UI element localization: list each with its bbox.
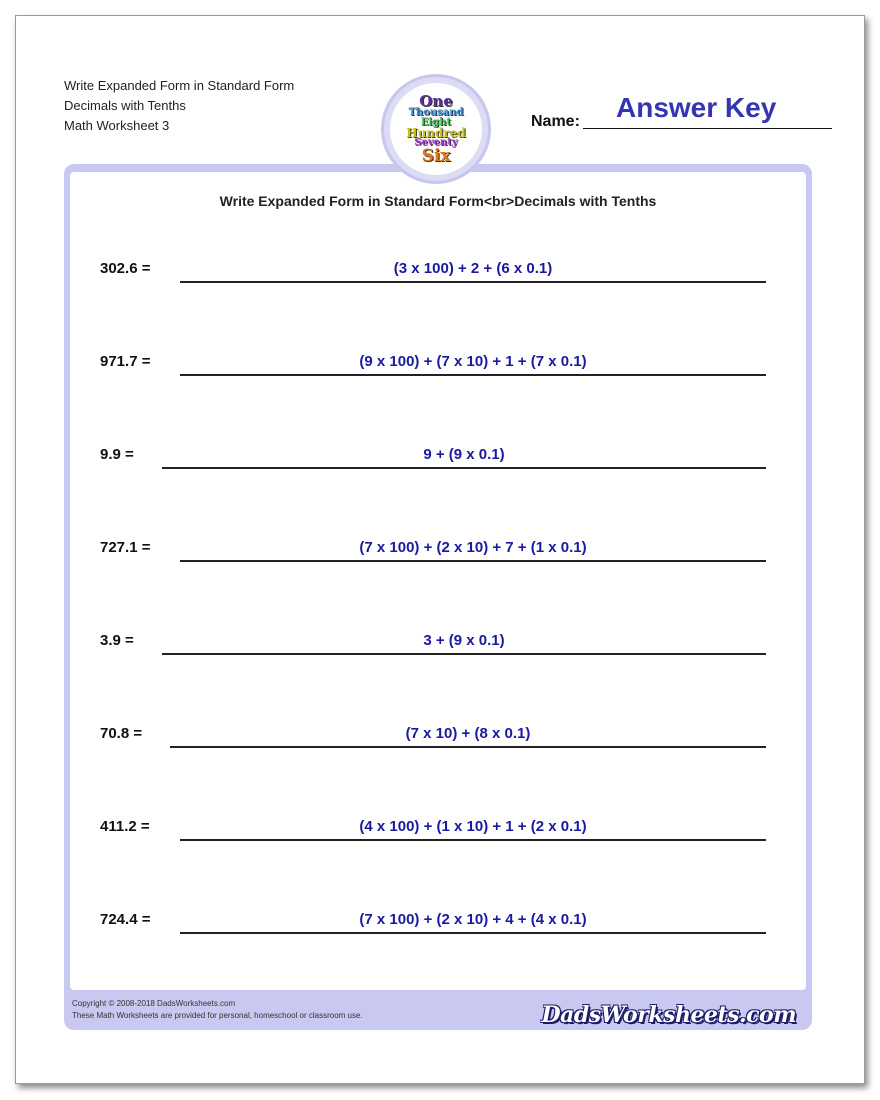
badge-word: One	[419, 92, 453, 110]
worksheet-frame	[64, 164, 812, 1030]
problem-number: 411.2 =	[100, 818, 150, 835]
worksheet-header	[64, 76, 294, 136]
answer-line	[162, 653, 766, 655]
problem-number: 70.8 =	[100, 725, 143, 742]
header-worksheet-number: Math Worksheet 3	[64, 118, 170, 133]
answer-text: (3 x 100) + 2 + (6 x 0.1)	[393, 260, 553, 277]
problem-row	[70, 911, 806, 941]
answer-line	[170, 746, 766, 748]
answer-line	[180, 281, 766, 283]
name-field-line	[583, 128, 832, 129]
answer-text: 9 + (9 x 0.1)	[423, 446, 505, 463]
problem-number: 302.6 =	[100, 260, 151, 277]
header-subtitle: Decimals with Tenths	[64, 98, 186, 113]
problem-row	[70, 818, 806, 848]
problem-number: 971.7 =	[100, 353, 151, 370]
badge-word: Six	[421, 146, 451, 166]
problem-row	[70, 446, 806, 476]
copyright-text: Copyright © 2008-2018 DadsWorksheets.com	[72, 999, 236, 1008]
problem-row	[70, 632, 806, 662]
usage-note: These Math Worksheets are provided for personal, homeschool or classroom use.	[72, 1011, 363, 1020]
badge-word: Seventy	[414, 137, 458, 148]
header-title: Write Expanded Form in Standard Form	[64, 78, 295, 93]
problem-row	[70, 725, 806, 755]
answer-text: (9 x 100) + (7 x 10) + 1 + (7 x 0.1)	[359, 353, 587, 370]
worksheet-page	[15, 15, 865, 1084]
badge-word: Hundred	[406, 126, 466, 140]
answer-key-heading: Answer Key	[616, 92, 777, 123]
answer-text: (7 x 100) + (2 x 10) + 7 + (1 x 0.1)	[359, 539, 587, 556]
name-label: Name:	[531, 113, 580, 130]
number-words-badge	[381, 74, 491, 184]
problems-panel	[70, 172, 806, 990]
answer-line	[180, 932, 766, 934]
problem-number: 9.9 =	[100, 446, 134, 463]
answer-line	[180, 560, 766, 562]
answer-text: (7 x 10) + (8 x 0.1)	[405, 725, 531, 742]
answer-line	[180, 374, 766, 376]
brand-logo: DadsWorksheets.com	[541, 1002, 796, 1028]
problems-title: Write Expanded Form in Standard Form<br>Decimals with Tenths	[219, 193, 657, 209]
problem-row	[70, 353, 806, 383]
answer-text: (4 x 100) + (1 x 10) + 1 + (2 x 0.1)	[359, 818, 587, 835]
problem-number: 727.1 =	[100, 539, 151, 556]
answer-text: 3 + (9 x 0.1)	[423, 632, 505, 649]
badge-word: Eight	[420, 117, 452, 128]
footer-text	[72, 998, 363, 1022]
problem-number: 724.4 =	[100, 911, 151, 928]
problem-row	[70, 539, 806, 569]
problem-row	[70, 260, 806, 290]
badge-word: Thousand	[408, 107, 464, 118]
answer-text: (7 x 100) + (2 x 10) + 4 + (4 x 0.1)	[359, 911, 587, 928]
answer-line	[162, 467, 766, 469]
problem-number: 3.9 =	[100, 632, 134, 649]
badge-logo	[390, 83, 482, 175]
answer-line	[180, 839, 766, 841]
